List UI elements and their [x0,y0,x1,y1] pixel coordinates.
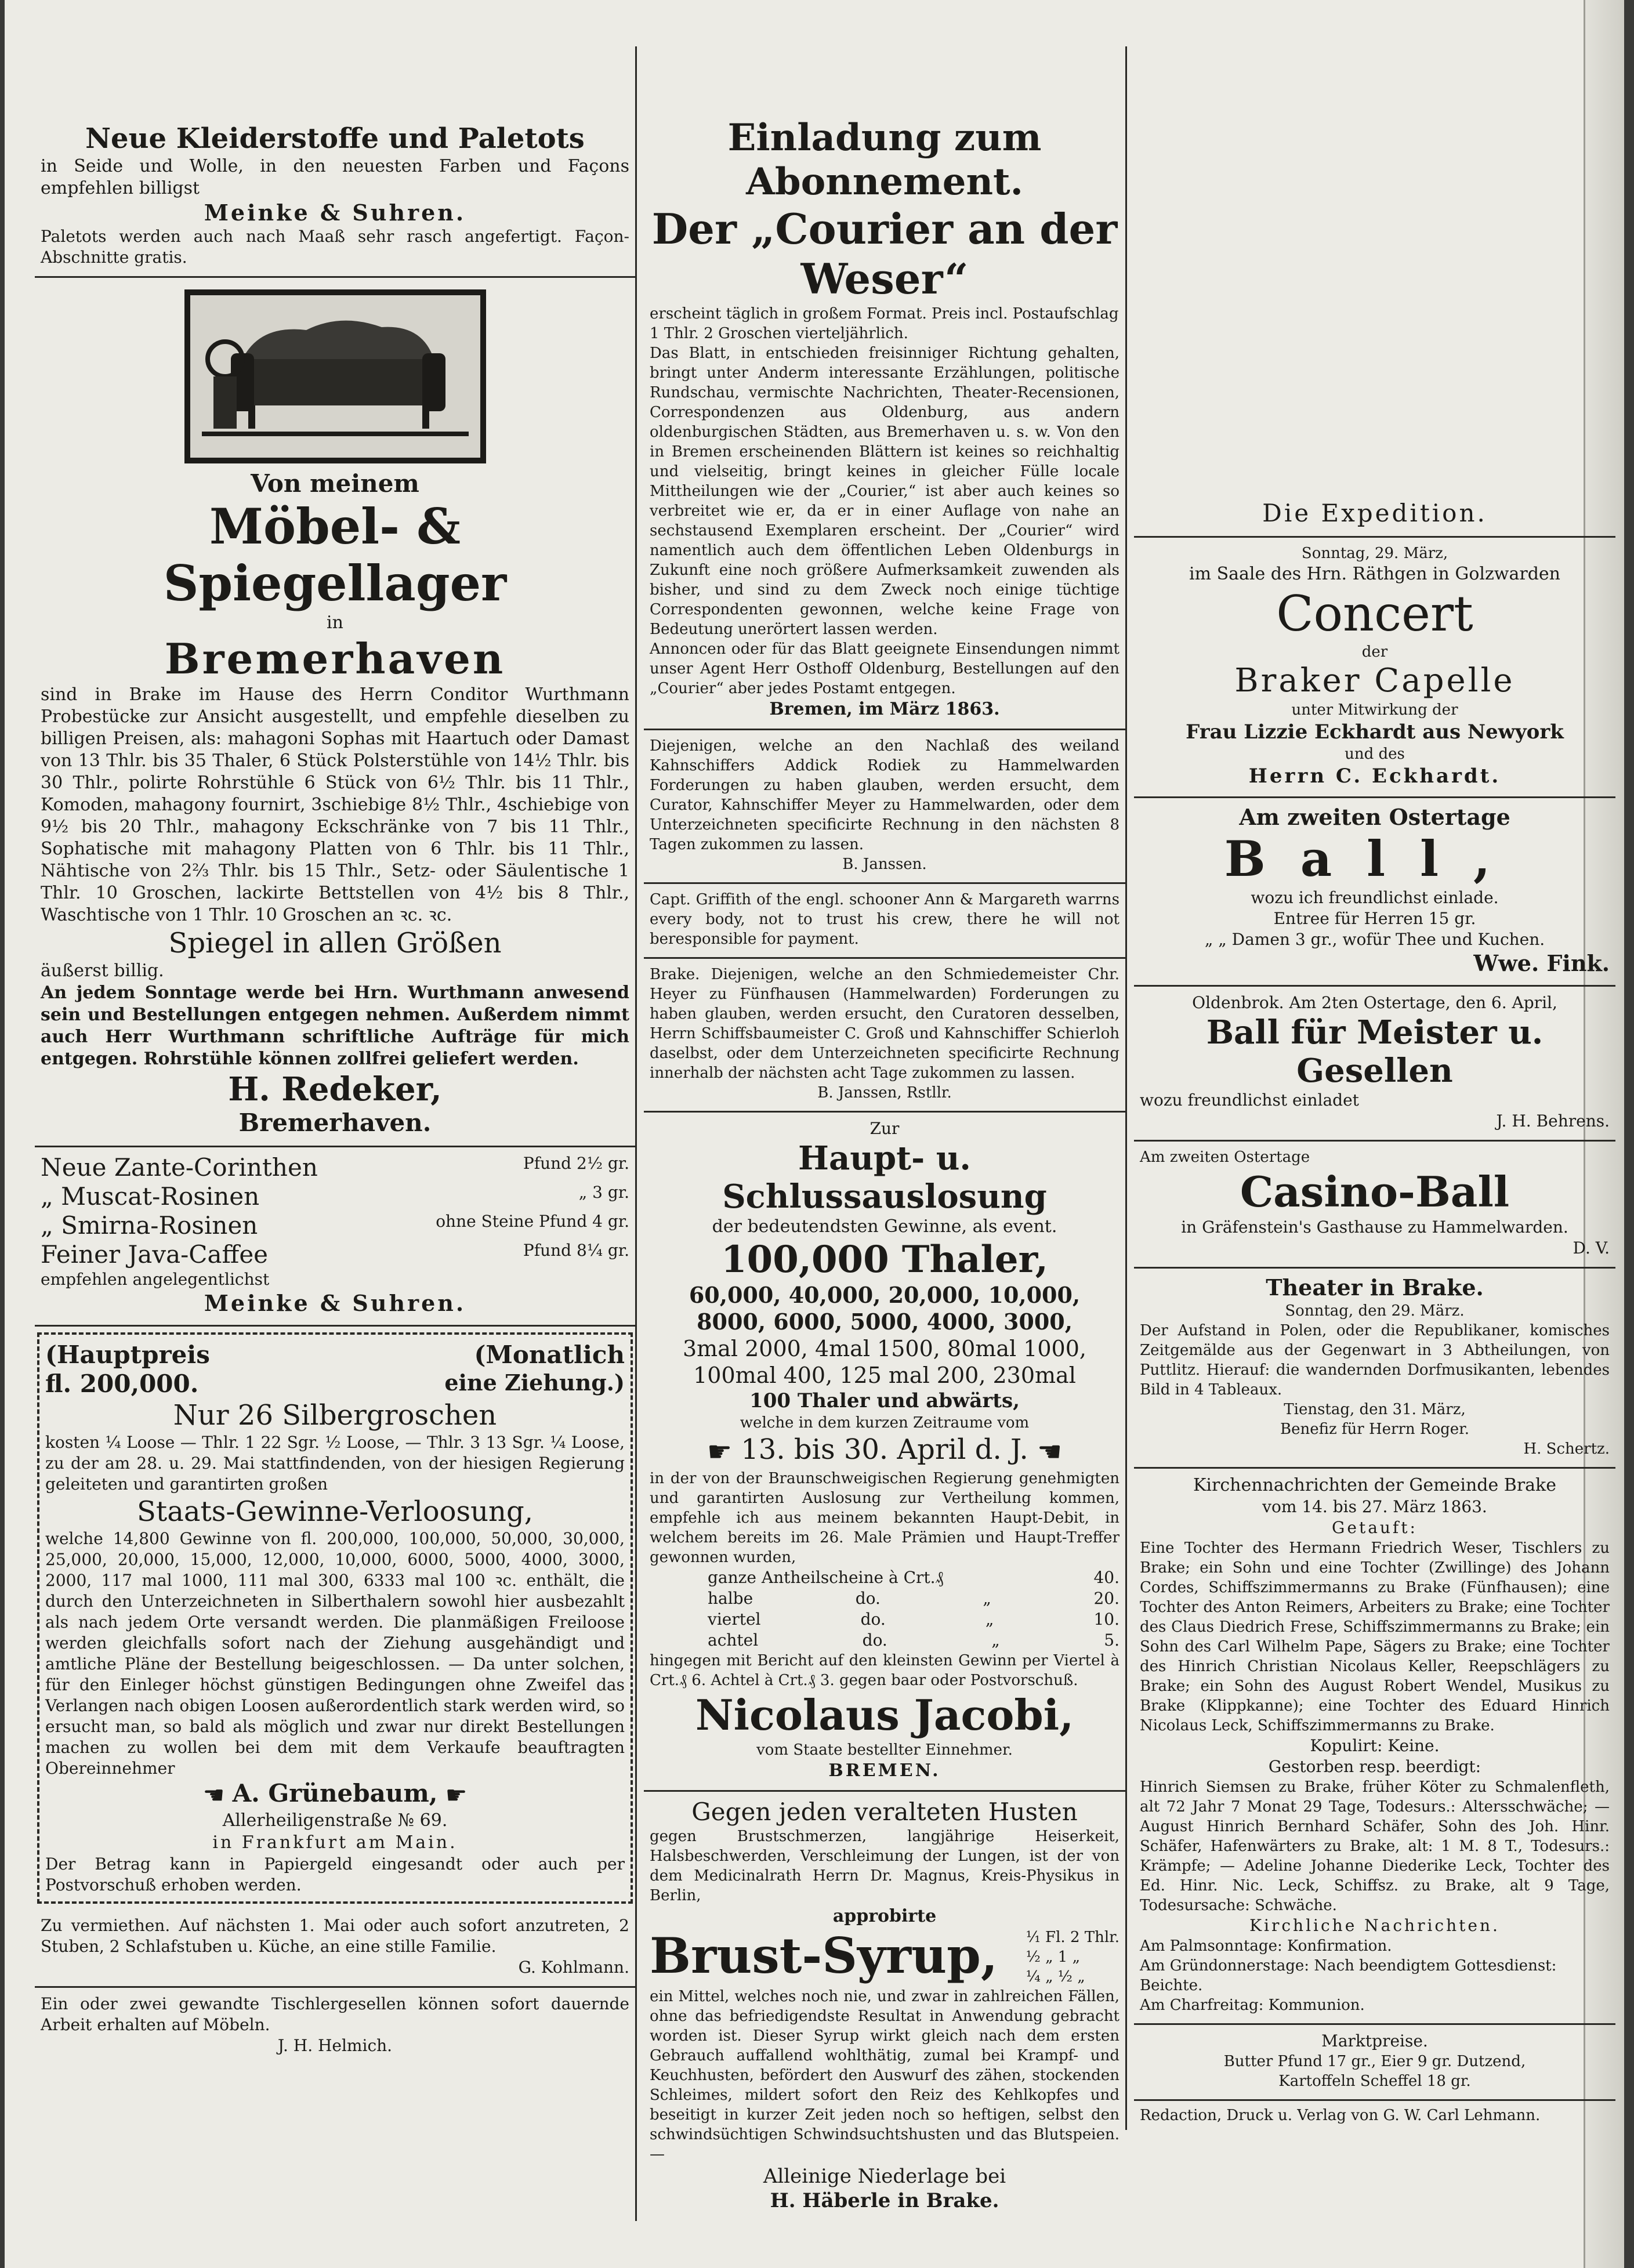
ad-h2: (Monatlich [474,1340,625,1369]
ad-sonntag: An jedem Sonntage werde bei Hrn. Wurthmann anwesend sein und Bestellungen entgegen nehmen. Außerdem nimmt auch Herr Wurthmann schriftliche Aufträge für mich entgegen. Rohrstühle können zollfrei geliefert werden. [41,983,629,1069]
ad-zur: Zur [869,1119,900,1138]
ad-courier [644,46,1125,730]
entry-text: Am Gründonnerstage: Nach beendigtem Gottesdienst: Beichte. [1140,1957,1557,1994]
ad-firm: H. Redeker, [228,1070,442,1108]
ad-note: Der Betrag kann in Papiergeld eingesandt oder auch per Postvorschuß erhoben werden. [45,1854,625,1894]
ad-line: erscheint täglich in großem Format. Preis incl. Postaufschlag 1 Thlr. 2 Groschen vierteljährlich. [650,305,1119,342]
ad-title: Concert [1276,585,1473,642]
ad-lotterie [37,1332,633,1904]
pointing-hand-icon: ☛ [707,1435,732,1468]
column-right [1125,46,1615,2130]
ad-sign: D. V. [1573,1238,1610,1258]
ad-after: hingegen mit Bericht auf den kleinsten Gewinn per Viertel à Crt.₰ 6. Achtel à Crt.₰ 3. gegen baar oder Postvorschuß. [650,1651,1119,1689]
ad-line: 8000, 6000, 5000, 4000, 3000, [697,1309,1073,1335]
ad-mit: unter Mitwirkung der [1291,701,1458,719]
ad-depot: Alleinige Niederlage bei [763,2164,1006,2188]
ad-h4: eine Ziehung.) [444,1370,625,1396]
ad-benefiz: Benefiz für Herrn Roger. [1280,1421,1469,1438]
ad-h: Gegen jeden veralteten Husten [691,1797,1078,1826]
ad-invite: wozu ich freundlichst einlade. [1251,888,1499,907]
ad-role: vom Staate bestellter Einnehmer. [756,1741,1013,1759]
ad-griffith [644,884,1125,959]
sofa-icon [190,295,480,458]
item-price: ohne Steine Pfund 4 gr. [436,1212,629,1231]
ad-spiegel: Spiegel in allen Größen [168,927,502,959]
ad-firm: H. Häberle in Brake. [770,2189,999,2212]
ad-body1: kosten ¼ Loose — Thlr. 1 22 Sgr. ½ Loose, — Thlr. 3 13 Sgr. ¼ Loose, zu der am 28. u. 29. Mai stattfindenden, von der hiesigen Regierung geleiteten und garantirten großen [45,1433,625,1494]
ad-line: welche in dem kurzen Zeitraume vom [740,1414,1030,1432]
ad-text: Brake. Diejenigen, welche an den Schmiedemeister Chr. Heyer zu Fünfhausen (Hammelwarden) Forderungen zu haben glauben, werden ersucht, den Curatoren desselben, Herrn Schiffsbaumeister C. Groß und Kahnschiffer Schierloh daselbst, oder dem Unterzeichneten specificirte Rechnung innerhalb der nächsten acht Tage zukommen zu lassen. [650,966,1119,1082]
ad-city: Bremerhaven [164,634,506,683]
ad-title: Neue Kleiderstoffe und Paletots [85,122,585,155]
item-price: Pfund 2½ gr. [523,1154,629,1173]
entry-text: Hinrich Siemsen zu Brake, früher Köter zu Schmalenfleth, alt 72 Jahr 7 Monat 29 Tage, Todesurs.: Altersschwäche; — August Hinrich Bernhard Schäfer, Sohn des Joh. Hinr. Schäfer, Hafenwärters zu Brake, alt: 1 M. 8 T., Todesurs.: Krämpfe; — Adeline Johanne Diederike Leck, Tochter des Ed. Hinr. Nic. Leck, Schiffsz. zu Brake, alt 9 Tage, Todesursache: Schwäche. [1140,1778,1610,1914]
kirchennachrichten [1134,1469,1615,2025]
ad-moebellager [35,278,635,1147]
ad-firm: Meinke & Suhren. [204,200,466,226]
ad-kleiderstoffe [35,46,635,278]
ad-entree: Entree für Herren 15 gr. [1273,909,1476,928]
ad-city: BREMEN. [828,1760,941,1781]
ad-date: Sonntag, den 29. März. [1285,1302,1465,1320]
ad-text: in Seide und Wolle, in den neuesten Farben und Façons empfehlen billigst [41,156,629,198]
entry-text: Keine. [1387,1736,1440,1755]
ad-title: Ball für Meister u. Gesellen [1206,1013,1544,1090]
ad-big: 100,000 Thaler, [721,1238,1048,1281]
ad-note: Paletots werden auch nach Maaß sehr rasch angefertigt. Façon-Abschnitte gratis. [41,227,629,267]
ad-sign: Die Expedition. [1262,499,1487,527]
ad-band: Braker Capelle [1234,662,1515,700]
ad-text: Diejenigen, welche an den Nachlaß des weiland Kahnschiffers Addick Rodiek zu Hammelwarden Forderungen zu haben glauben, werden ersucht, dem Curator, Kahnschiffer Meyer zu Hammelwarden, oder dem Unterzeichneten specificirte Rechnung in den nächsten 8 Tagen zukommen zu lassen. [650,737,1119,853]
ad-corinthen [35,1147,635,1327]
item-name: Neue Zante-Corinthen [41,1153,318,1182]
ad-title: Nur 26 Silbergroschen [173,1399,497,1432]
ad-jacobi [644,1113,1125,1792]
ad-ball-fink [1134,798,1615,987]
ad-place: in Gräfenstein's Gasthause zu Hammelwarden. [1181,1218,1568,1237]
ad-line: 100mal 400, 125 mal 200, 230mal [693,1363,1076,1388]
ad-name: G. Kohlmann. [518,1958,629,1977]
ad-firm: Wwe. Fink. [1473,950,1610,976]
ad-title: Casino-Ball [1240,1167,1510,1216]
price-line: ¼ „ ½ „ [1026,1968,1085,1986]
ad-body: sind in Brake im Hause des Herrn Conditor Wurthmann Probestücke zur Ansicht ausgestellt, und empfehle dieselben zu billigen Preisen, als: mahagoni Sophas mit Haartuch oder Damast von 13 Thlr. bis 35 Thaler, 6 Stück Polsterstühle von 14½ Thlr. bis 30 Thlr., polirte Rohrstühle 6 Stück von 6½ Thlr. bis 11 Thlr., Komoden, mahagony fournirt, 3schiebige 8½ Thlr., 4schiebige von 9½ bis 20 Thlr., mahagony Eckschränke von 7 bis 11 Thlr., Sophatische mit mahagony Platten von 6 Thlr. bis 11 Thlr., Nähtische von 2⅔ Thlr. bis 15 Thlr., Setz- oder Säulentische 1 Thlr. 10 Groschen, lackirte Bettstellen von 4½ bis 8 Thlr., Waschtische von 1 Thlr. 10 Groschen an ꝛc. ꝛc. [41,684,629,925]
table-row: viertel do. „ 10. [708,1609,1119,1629]
ad-entree: „ „ Damen 3 gr., wofür Thee und Kuchen. [1204,930,1545,949]
ad-brustsyrup [644,1792,1125,2221]
subhead: Kopulirt: [1310,1736,1383,1755]
ad-date: Am zweiten Ostertage [1239,804,1510,830]
item-name: Feiner Java-Caffee [41,1240,269,1269]
section-title: Marktpreise. [1321,2031,1428,2050]
ad-body: Das Blatt, in entschieden freisinniger Richtung gehalten, bringt unter Anderm interessante Erzählungen, politische Rundschau, vermischte Nachrichten, Theater-Recensionen, Correspondenzen aus Oldenburg, aus andern oldenburgischen Städten, aus Bremerhaven u. s. w. Von den in Bremen erscheinenden Blättern ist keines so reichhaltig und vielseitig, bringt keines in gleicher Fülle locale Mittheilungen wie der „Courier,“ ist aber auch keines so verbreitet wie er, da er in einer Auflage von nahe an sechstausend Exemplaren erscheint. Der „Courier“ wird namentlich auch dem öffentlichen Leben Oldenburgs in Zukunft eine noch größere Aufmerksamkeit zuwenden als bisher, und sind zu dem Zweck noch einige tüchtige Correspondenten gewonnen, welche keine Frage von Bedeutung unerörtert lassen werden. [650,345,1119,638]
ad-in: in [327,613,343,633]
ad-line: 100 Thaler und abwärts, [749,1389,1020,1412]
subhead: Kirchliche Nachrichten. [1249,1916,1500,1935]
ad-h3: fl. 200,000. [45,1370,199,1398]
marktpreise [1134,2025,1615,2101]
ad-firm-city: Bremerhaven. [238,1108,432,1137]
entry-text: Am Palmsonntage: Konfirmation. [1140,1937,1392,1955]
ad-ball-meister [1134,987,1615,1142]
ad-date: Bremen, im März 1863. [769,699,1000,719]
ad-invite: wozu freundlichst einladet [1140,1090,1359,1110]
ad-dates: 13. bis 30. April d. J. [741,1433,1028,1466]
section-title: Kirchennachrichten der Gemeinde Brake [1193,1475,1556,1495]
ad-line: Oldenbrok. Am 2ten Ostertage, den 6. April, [1192,993,1557,1012]
ad-title: Haupt- u. Schlussauslosung [722,1139,1047,1216]
ad-text: Zu vermiethen. Auf nächsten 1. Mai oder auch sofort anzutreten, 2 Stuben, 2 Schlafstuben u. Küche, an eine stille Familie. [41,1916,629,1956]
table-row: achtel do. „ 5. [708,1630,1119,1650]
column-left [35,46,635,2064]
ad-name: J. H. Behrens. [1496,1111,1610,1131]
ad-place: im Saale des Hrn. Räthgen in Golzwarden [1189,564,1560,584]
ad-sign: B. Janssen, Rstllr. [817,1084,952,1102]
ad-date: Am zweiten Ostertage [1140,1149,1310,1166]
ad-sub: der bedeutendsten Gewinne, als event. [712,1216,1057,1237]
pointing-hand-icon: ☚ [202,1781,225,1809]
table-row: halbe do. „ 20. [708,1588,1119,1608]
ad-frau: Frau Lizzie Eckhardt aus Newyork [1186,720,1564,744]
price-line: ¹⁄₁ Fl. 2 Thlr. [1026,1928,1119,1946]
entry-text: Eine Tochter des Hermann Friedrich Weser, Tischlers zu Brake; ein Sohn und eine Tochter (Zwillinge) des Johann Cordes, Schiffszimmermanns zu Brake (Fünfhausen); eine Tochter des Anton Reimers, Arbeiters zu Brake; eine Tochter des Claus Diedrich Frese, Schiffszimmermanns zu Brake; ein Sohn des Carl Wilhelm Pape, Sägers zu Brake; eine Tochter des Hinrich Christian Nicolaus Keller, Reepschlägers zu Brake; ein Sohn des August Robert Wendel, Musikus zu Brake (Klippkanne); eine Tochter des Eduard Hinrich Nicolaus Leck, Schiffszimmermanns zu Brake. [1140,1539,1610,1734]
price-table [650,1567,1119,1651]
table-row: ganze Antheilscheine à Crt.₰ 40. [708,1567,1119,1587]
ad-concert [1134,538,1615,798]
ad-date2: Tienstag, den 31. März, [1284,1401,1466,1418]
price-line: ½ „ 1 „ [1026,1948,1081,1966]
ad-addr: Allerheiligenstraße № 69. [222,1810,448,1831]
ad-body: in der von der Braunschweigischen Regierung genehmigten und garantirten Auslosung zur Vertheilung kommen, empfehle ich aus meinem bekannten Haupt-Debit, in welchem bereits im 26. Male Prämien und Haupt-Treffer gewonnen wurden, [650,1469,1119,1566]
ad-firm: Meinke & Suhren. [204,1290,466,1316]
ad-sign: B. Janssen. [842,856,927,873]
ad-der: der [1361,643,1388,661]
ad-annoncen: Annoncen oder für das Blatt geeignete Einsendungen nimmt unser Agent Herr Osthoff Oldenburg, Bestellungen auf den „Courier“ aber jedes Postamt entgegen. [650,640,1119,697]
ad-brake-schmied [644,959,1125,1113]
ad-courier-sign [1134,46,1615,538]
subhead: Gestorben resp. beerdigt: [1268,1757,1481,1776]
price-line: Butter Pfund 17 gr., Eier 9 gr. Dutzend, [1223,2053,1526,2070]
pointing-hand-icon: ☚ [1037,1435,1063,1468]
ad-text: Capt. Griffith of the engl. schooner Ann & Margareth warrns every body, not to trust his crew, there he will not beresponsible for payment. [650,891,1119,948]
ad-name: J. H. Helmich. [277,2036,393,2055]
ad-theater [1134,1269,1615,1469]
ad-casino-ball [1134,1142,1615,1269]
subhead: Getauft: [1332,1518,1418,1537]
ad-title: Möbel- & Spiegellager [163,498,507,612]
item-name: „ Muscat-Rosinen [41,1182,260,1211]
ad-title: Ball, [1224,830,1526,887]
item-price: „ 3 gr. [578,1183,629,1202]
ad-firm: A. Grünebaum, [232,1779,438,1807]
ad-sign: H. Schertz. [1523,1440,1610,1458]
ad-vermieten [35,1910,635,1988]
ad-und: und des [1345,745,1405,763]
ad-name: Nicolaus Jacobi, [695,1690,1074,1740]
ad-staats: Staats-Gewinne-Verloosung, [137,1495,533,1528]
ad-title: Brust-Syrup, [650,1926,998,1984]
ad-herrn: Herrn C. Eckhardt. [1248,765,1501,788]
imprint: Redaction, Druck u. Verlag von G. W. Carl Lehmann. [1140,2107,1541,2124]
ad-line: 3mal 2000, 4mal 1500, 80mal 1000, [683,1336,1086,1361]
ad-date: Sonntag, 29. März, [1301,545,1448,562]
price-line: Kartoffeln Scheffel 18 gr. [1278,2073,1471,2090]
ad-appr: approbirte [832,1905,937,1926]
column-middle [635,46,1125,2221]
entry-text: Am Charfreitag: Kommunion. [1140,1997,1365,2014]
ad-text1: gegen Brustschmerzen, langjährige Heiserkeit, Halsbeschwerden, Verschleimung der Lungen, ist der von dem Medicinalrath Herrn Dr. Magnus, Kreis-Physikus in Berlin, [650,1827,1119,1904]
ad-tischler [35,1988,635,2064]
ad-pre: Von meinem [251,469,419,498]
ad-h1: Einladung zum Abonnement. [727,116,1042,204]
ad-body2: welche 14,800 Gewinne von fl. 200,000, 100,000, 50,000, 30,000, 25,000, 20,000, 15,000, 12,000, 10,000, 6000, 5000, 4000, 3000, 2000, 117 mal 1000, 111 mal 300, 6333 mal 100 ꝛc. enthält, die durch den Unterzeichneten in Silberthalern sowohl hier ausbezahlt als nach jedem Orte versandt werden. Die planmäßigen Freiloose werden gleichfalls sofort nach der Ziehung ausgehändigt und amtliche Pläne der Bestellung beigeschlossen. — Da unter solchen, für den Einleger höchst günstigen Bedingungen ohne Zweifel das Verlangen nach obigen Loosen außerordentlich stark werden wird, so ersucht man, so bald als möglich und zwar nur direkt Bestellungen machen zu wollen bei dem mit dem Verkaufe beauftragten Obereinnehmer [45,1529,625,1778]
pointing-hand-icon: ☛ [445,1781,468,1809]
ad-nachlass [644,730,1125,884]
ad-city: in Frankfurt am Main. [212,1832,458,1853]
ad-text: Ein oder zwei gewandte Tischlergesellen können sofort dauernde Arbeit erhalten auf Möbeln. [41,1994,629,2034]
section-range: vom 14. bis 27. März 1863. [1262,1497,1487,1516]
item-name: „ Smirna-Rosinen [41,1211,258,1240]
ad-h1: (Hauptpreis [45,1340,210,1369]
ad-h2: Der „Courier an der Weser“ [651,204,1118,303]
item-price: Pfund 8¼ gr. [523,1241,629,1260]
sofa-illustration [184,289,486,463]
ad-title: Theater in Brake. [1266,1274,1484,1300]
ad-text2: ein Mittel, welches noch nie, und zwar in zahlreichen Fällen, ohne das befriedigendste Resultat in Anwendung gebracht worden ist. Dieser Syrup wirkt gleich nach dem ersten Gebrauch auffallend wohlthätig, zumal bei Krampf- und Keuchhusten, befördert den Auswurf des zähen, stockenden Schleimes, mildert sofort den Reiz des Kehlkopfes und beseitigt in kurzer Zeit jeden noch so heftigen, selbst den schwindsüchtigen Schwindsuchtshusten und das Blutspeien. — [650,1987,1119,2163]
ad-spiegel-sub: äußerst billig. [41,961,164,981]
ad-line: 60,000, 40,000, 20,000, 10,000, [689,1282,1081,1308]
ad-note: empfehlen angelegentlichst [41,1270,270,1289]
ad-text: Der Aufstand in Polen, oder die Republikaner, komisches Zeitgemälde aus der Gegenwart in 3 Abtheilungen, von Puttlitz. Hierauf: die wandernden Dorfmusikanten, lebendes Bild in 4 Tableaux. [1140,1322,1610,1399]
